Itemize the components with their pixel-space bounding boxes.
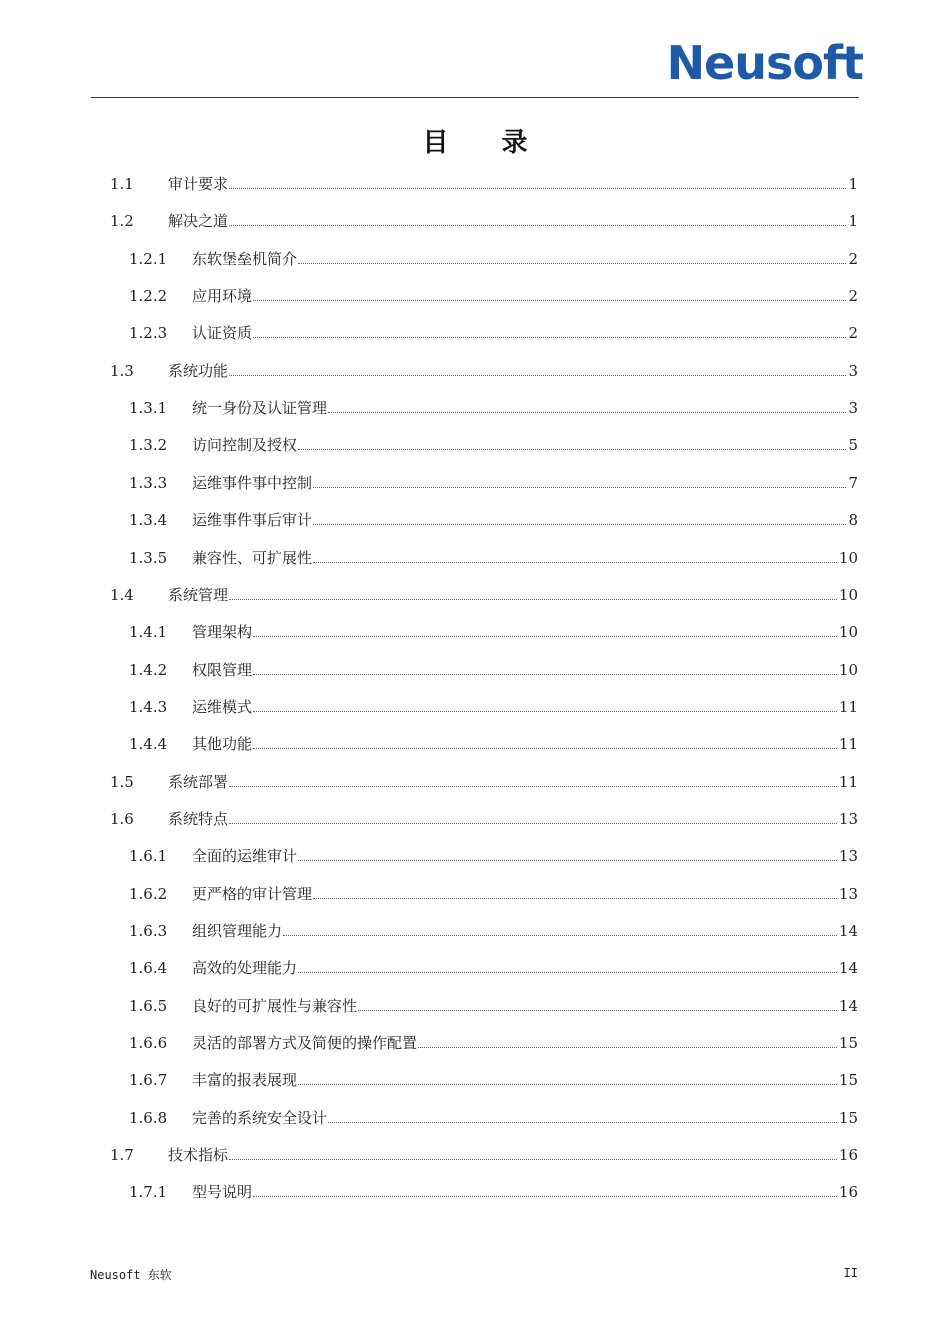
toc-entry[interactable] [0, 695, 950, 719]
toc-leader-dots [313, 471, 846, 488]
toc-entry-page: 3 [848, 399, 858, 418]
toc-entry[interactable] [0, 882, 950, 906]
toc-entry[interactable] [0, 209, 950, 233]
toc-entry-label: 良好的可扩展性与兼容性 [192, 996, 358, 1015]
toc-entry-line [168, 583, 858, 607]
toc-leader-dots [283, 919, 837, 936]
toc-leader-dots [229, 770, 837, 787]
toc-entry-label: 运维事件事后审计 [192, 511, 313, 530]
toc-entry-page: 10 [838, 585, 858, 604]
toc-entry-line [192, 956, 858, 980]
toc-entry-label: 兼容性、可扩展性 [192, 548, 313, 567]
toc-entry-label: 丰富的报表展现 [192, 1071, 298, 1090]
toc-entry-label: 系统功能 [168, 361, 229, 380]
toc-leader-dots [229, 807, 837, 824]
toc-leader-dots [328, 1106, 837, 1123]
toc-entry[interactable] [0, 1031, 950, 1055]
toc-leader-dots [298, 844, 837, 861]
toc-leader-dots [298, 956, 837, 973]
toc-entry-number: 1.3.1 [129, 399, 168, 418]
toc-entry-line [192, 284, 858, 308]
toc-entry-number: 1.4.3 [129, 697, 168, 716]
toc-entry-number: 1.3.2 [129, 436, 168, 455]
toc-entry-line [192, 396, 858, 420]
footer-left: Neusoft 东软 [90, 1268, 172, 1282]
toc-leader-dots [328, 396, 846, 413]
toc-entry-page: 13 [838, 884, 858, 903]
toc-entry[interactable] [0, 396, 950, 420]
toc-entry-number: 1.6.1 [129, 847, 168, 866]
toc-leader-dots [358, 994, 837, 1011]
toc-entry-label: 权限管理 [192, 660, 253, 679]
toc-entry-page: 11 [838, 697, 858, 716]
toc-entry-page: 1 [848, 175, 858, 193]
toc-leader-dots [253, 732, 837, 749]
toc-entry-label: 其他功能 [192, 735, 253, 754]
toc-entry-label: 运维事件事中控制 [192, 473, 313, 492]
toc-entry-label: 认证资质 [192, 324, 253, 343]
toc-entry-page: 13 [838, 809, 858, 828]
toc-entry-page: 2 [848, 249, 858, 268]
header-rule [91, 97, 859, 98]
toc-entry-number: 1.7 [110, 1146, 134, 1165]
toc-leader-dots [298, 247, 846, 264]
toc-entry-label: 应用环境 [192, 287, 253, 306]
toc-entry[interactable] [0, 284, 950, 308]
toc-entry-line [168, 172, 858, 196]
toc-entry-line [192, 658, 858, 682]
toc-entry[interactable] [0, 919, 950, 943]
toc-entry[interactable] [0, 247, 950, 271]
toc-entry-page: 7 [848, 473, 858, 492]
toc-entry-line [168, 770, 858, 794]
toc-entry[interactable] [0, 658, 950, 682]
toc-entry-page: 11 [838, 772, 858, 791]
toc-entry[interactable] [0, 359, 950, 383]
toc-entry-label: 东软堡垒机简介 [192, 249, 298, 268]
toc-entry-label: 系统特点 [168, 809, 229, 828]
toc-entry[interactable] [0, 1068, 950, 1092]
toc-leader-dots [253, 284, 846, 301]
toc-entry-page: 2 [848, 324, 858, 343]
toc-entry-page: 8 [848, 511, 858, 530]
toc-entry[interactable] [0, 620, 950, 644]
toc-entry-number: 1.3 [110, 361, 134, 380]
toc-entry-line [168, 209, 858, 233]
toc-entry[interactable] [0, 471, 950, 495]
toc-entry-line [192, 695, 858, 719]
toc-entry-page: 11 [838, 735, 858, 754]
toc-entry-number: 1.2.3 [129, 324, 168, 343]
toc-entry-number: 1.6 [110, 809, 134, 828]
toc-entry-line [168, 359, 858, 383]
toc-entry-page: 15 [838, 1071, 858, 1090]
toc-entry-number: 1.2.1 [129, 249, 168, 268]
toc-entry-number: 1.6.6 [129, 1034, 168, 1053]
toc-leader-dots [298, 433, 846, 450]
toc-entry-label: 访问控制及授权 [192, 436, 298, 455]
toc-entry-number: 1.3.3 [129, 473, 168, 492]
toc-entry-line [192, 1180, 858, 1204]
toc-entry-line [168, 1143, 858, 1167]
footer-page-number: II [843, 1266, 858, 1280]
toc-entry[interactable] [0, 172, 950, 196]
toc-entry[interactable] [0, 1143, 950, 1167]
toc-entry-number: 1.3.4 [129, 511, 168, 530]
toc-entry[interactable] [0, 1180, 950, 1204]
toc-entry-page: 13 [838, 847, 858, 866]
toc-entry-line [192, 844, 858, 868]
toc-entry[interactable] [0, 433, 950, 457]
toc-entry-line [192, 882, 858, 906]
toc-leader-dots [418, 1031, 837, 1048]
toc-entry-number: 1.4.1 [129, 623, 168, 642]
toc-leader-dots [253, 620, 837, 637]
toc-entry-label: 组织管理能力 [192, 922, 283, 940]
toc-entry-number: 1.6.5 [129, 996, 168, 1015]
toc-entry-line [192, 919, 858, 943]
toc-entry-line [192, 471, 858, 495]
toc-entry-line [192, 433, 858, 457]
toc-leader-dots [313, 546, 837, 563]
toc-entry-number: 1.7.1 [129, 1183, 168, 1202]
toc-entry-label: 审计要求 [168, 175, 229, 193]
toc-leader-dots [253, 1180, 837, 1197]
toc-entry-label: 全面的运维审计 [192, 847, 298, 866]
toc-entry-page: 3 [848, 361, 858, 380]
toc-entry-label: 管理架构 [192, 623, 253, 642]
toc-entry-number: 1.4.2 [129, 660, 168, 679]
toc-entry-page: 5 [848, 436, 858, 455]
toc-entry-page: 10 [838, 548, 858, 567]
toc-leader-dots [313, 508, 846, 525]
toc-entry-number: 1.5 [110, 772, 134, 791]
toc-entry-line [192, 508, 858, 532]
toc-entry[interactable] [0, 508, 950, 532]
toc-entry-line [192, 994, 858, 1018]
toc-leader-dots [313, 882, 837, 899]
toc-entry-number: 1.6.8 [129, 1108, 168, 1127]
toc-entry-label: 型号说明 [192, 1183, 253, 1202]
toc-entry-label: 解决之道 [168, 212, 229, 231]
toc-entry-page: 1 [848, 212, 858, 231]
toc-entry-page: 16 [838, 1146, 858, 1165]
toc-entry[interactable] [0, 844, 950, 868]
toc-leader-dots [298, 1068, 837, 1085]
toc-entry-number: 1.4 [110, 585, 134, 604]
toc-entry-label: 统一身份及认证管理 [192, 399, 328, 418]
toc-entry-page: 16 [838, 1183, 858, 1202]
toc-leader-dots [253, 321, 846, 338]
toc-entry[interactable] [0, 321, 950, 345]
toc-entry-page: 14 [838, 959, 858, 978]
toc-entry-number: 1.4.4 [129, 735, 168, 754]
toc-entry-line [192, 1106, 858, 1130]
toc-entry-page: 15 [838, 1034, 858, 1053]
toc-entry-page: 15 [838, 1108, 858, 1127]
page-title: 目 录 [422, 128, 550, 158]
toc-entry-label: 运维模式 [192, 697, 253, 716]
toc-entry[interactable] [0, 994, 950, 1018]
toc-entry-label: 更严格的审计管理 [192, 884, 313, 903]
toc-leader-dots [229, 359, 846, 376]
toc-entry-line [192, 620, 858, 644]
toc-entry-line [192, 732, 858, 756]
toc-leader-dots [229, 1143, 837, 1160]
toc-entry-line [192, 1031, 858, 1055]
toc-entry[interactable] [0, 956, 950, 980]
toc-entry-line [192, 546, 858, 570]
toc-entry-page: 10 [838, 623, 858, 642]
toc-entry-number: 1.6.4 [129, 959, 168, 978]
toc-leader-dots [253, 658, 837, 675]
toc-entry-page: 10 [838, 660, 858, 679]
toc-entry[interactable] [0, 770, 950, 794]
toc-leader-dots [229, 209, 846, 226]
toc-entry[interactable] [0, 732, 950, 756]
toc-entry-number: 1.6.2 [129, 884, 168, 903]
toc-entry-page: 14 [838, 996, 858, 1015]
toc-entry-page: 2 [848, 287, 858, 306]
toc-entry[interactable] [0, 546, 950, 570]
toc-entry-line [192, 321, 858, 345]
toc-leader-dots [229, 172, 846, 189]
toc-entry[interactable] [0, 1106, 950, 1130]
toc-entry-number: 1.1 [110, 175, 134, 193]
toc-entry-page: 14 [838, 922, 858, 940]
toc-entry-label: 高效的处理能力 [192, 959, 298, 978]
toc-entry-label: 灵活的部署方式及简便的操作配置 [192, 1034, 418, 1053]
toc-entry-number: 1.2.2 [129, 287, 168, 306]
toc-leader-dots [229, 583, 837, 600]
toc-entry-number: 1.2 [110, 212, 134, 231]
toc-entry-number: 1.6.7 [129, 1071, 168, 1090]
toc-entry-line [168, 807, 858, 831]
toc-leader-dots [253, 695, 837, 712]
toc-entry[interactable] [0, 807, 950, 831]
toc-entry-label: 系统部署 [168, 772, 229, 791]
toc-entry-line [192, 247, 858, 271]
toc-entry-number: 1.3.5 [129, 548, 168, 567]
neusoft-logo: Neusoft [666, 36, 863, 90]
toc-entry-line [192, 1068, 858, 1092]
toc-entry-label: 系统管理 [168, 585, 229, 604]
toc-entry-label: 技术指标 [168, 1146, 229, 1165]
toc-entry-number: 1.6.3 [129, 922, 168, 940]
toc-entry-label: 完善的系统安全设计 [192, 1108, 328, 1127]
toc-entry[interactable] [0, 583, 950, 607]
